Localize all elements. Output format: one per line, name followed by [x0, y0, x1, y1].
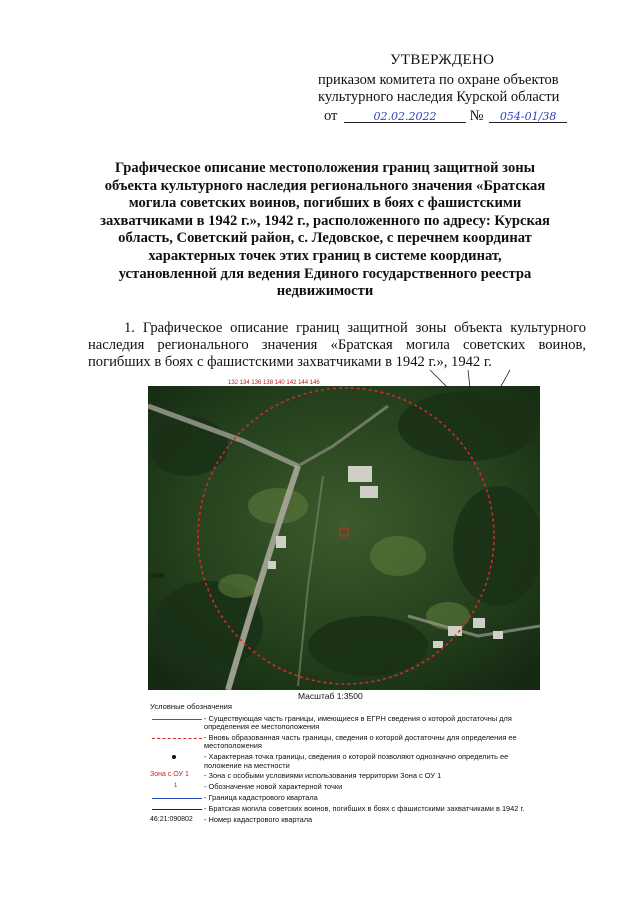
approval-date: 02.02.2022 [344, 108, 466, 123]
zone-symbol: Зона с ОУ 1 [150, 771, 189, 779]
legend-item: Зона с ОУ 1 - Зона с особыми условиями использования территории Зона с ОУ 1 [150, 771, 442, 781]
legend-item: - Вновь образованная часть границы, сведения о которой достаточны для определения ее местоположения [150, 734, 530, 751]
from-prefix: от [324, 108, 338, 124]
document-heading: Графическое описание местоположения границ защитной зоны объекта культурного наследия регионального значения «Братская могила советских воинов, погибших в боях с фашистскими захватчиками в 1942 г.», 1942 г., расположенного по адресу: Курская область, Советский район, с. Ледовское, с перечнем координат характерных точек этих границ в системе координат, установленной для ведения Единого государственного реестра недвижимости [100, 160, 550, 300]
new-point-symbol: 1 [174, 783, 178, 790]
legend-title: Условные обозначения [150, 702, 233, 711]
legend-item: - Граница кадастрового квартала [150, 794, 530, 803]
number-prefix: № [469, 108, 484, 124]
legend-item: - Братская могила советских воинов, погибших в боях с фашистскими захватчиками в 1942 г. [150, 805, 530, 814]
legend-item: 1 - Обозначение новой характерной точки [174, 782, 343, 792]
legend-item: - Существующая часть границы, имеющиеся в ЕГРН сведения о которой достаточны для определения ее местоположения [150, 715, 530, 732]
point-labels-top: 132 134 136 138 140 142 144 146 [228, 380, 320, 386]
legend-item: 46:21:090802 - Номер кадастрового квартала [150, 815, 313, 825]
existing-boundary-symbol [152, 719, 202, 720]
monument-boundary-symbol [152, 809, 202, 810]
map-scale: Масштаб 1:3500 [298, 691, 363, 701]
map-left-label: 0905 [150, 573, 165, 580]
approval-date-row [324, 108, 567, 125]
section-1-paragraph [88, 320, 586, 371]
cadastral-quarter-symbol [152, 798, 202, 799]
characteristic-point-symbol [172, 755, 176, 759]
legend-item: - Характерная точка границы, сведения о которой позволяют однозначно определить ее положение на местности [150, 753, 530, 770]
boundary-map [148, 386, 540, 690]
cadastral-number-symbol: 46:21:090802 [150, 816, 193, 824]
approval-number: 054-01/38 [489, 108, 567, 123]
approval-title: УТВЕРЖДЕНО [390, 52, 495, 68]
new-boundary-symbol [152, 738, 202, 739]
approval-order-line: приказом комитета по охране объектов [318, 72, 559, 88]
satellite-map-image [148, 386, 540, 690]
section-text: Графическое описание границ защитной зоны объекта культурного наследия регионального значения «Братская могила советских воинов, погибших в боях с фашистскими захватчиками в 1942 г.», 1942 г. [88, 320, 586, 370]
approval-region-line: культурного наследия Курской области [318, 89, 560, 105]
section-number: 1. [124, 320, 135, 336]
legend [150, 703, 530, 827]
